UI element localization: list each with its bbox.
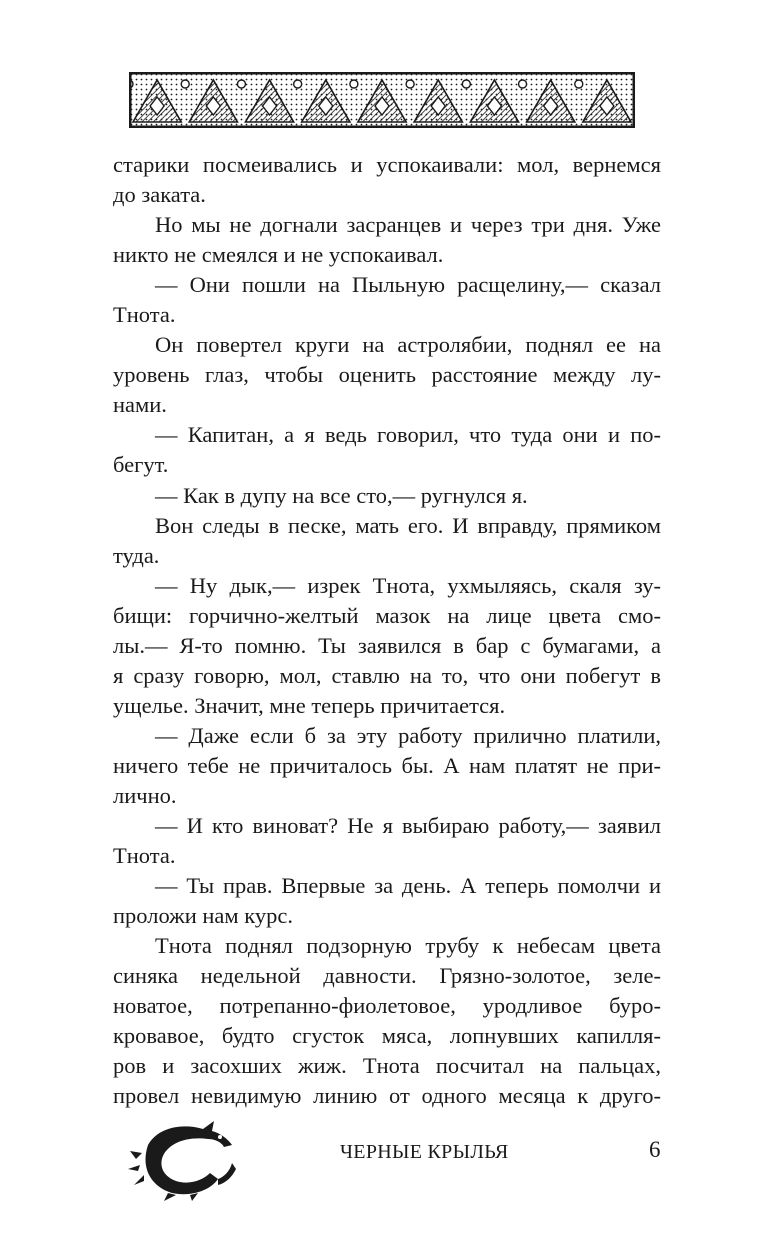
text-line: ущелье. Значит, мне теперь причитается. bbox=[113, 692, 506, 718]
text-line: синяка недельной давности. Грязно-золотое, зеле- bbox=[113, 963, 661, 989]
text-line: Но мы не догнали засранцев и через три дня. Уже bbox=[155, 212, 661, 238]
text-line: ничего тебе не причиталось бы. А нам платят не при- bbox=[113, 752, 661, 778]
text-line: старики посмеивались и успокаивали: мол, вернемся bbox=[113, 152, 661, 177]
text-line: Вон следы в песке, мать его. И вправду, прямиком bbox=[155, 512, 661, 538]
text-line: туда. bbox=[113, 542, 160, 568]
text-line: — Ну дык,— изрек Тнота, ухмыляясь, скаля зу- bbox=[155, 572, 661, 598]
body-text bbox=[113, 150, 661, 1112]
text-line: Тнота поднял подзорную трубу к небесам цвета bbox=[155, 933, 661, 959]
text-line: провел невидимую линию от одного месяца к друго- bbox=[113, 1083, 661, 1109]
page-footer bbox=[0, 1115, 768, 1215]
text-line: лы.— Я-то помню. Ты заявился в бар с бумагами, а bbox=[113, 632, 661, 658]
text-line: Тнота. bbox=[113, 302, 176, 328]
text-line: бегут. bbox=[113, 452, 169, 478]
text-line: никто не смеялся и не успокаивал. bbox=[113, 242, 444, 268]
text-line: — Они пошли на Пыльную расщелину,— сказал bbox=[155, 272, 661, 298]
text-line: — И кто виноват? Не я выбираю работу,— заявил bbox=[155, 813, 661, 839]
text-line: Он повертел круги на астролябии, поднял ее на bbox=[155, 332, 661, 358]
text-line: я сразу говорю, мол, ставлю на то, что они побегут в bbox=[113, 662, 661, 688]
text-line: нами. bbox=[113, 392, 167, 418]
text-line: новатое, потрепанно-фиолетовое, уродливое буро- bbox=[113, 993, 661, 1019]
running-title: ЧЕРНЫЕ КРЫЛЬЯ bbox=[340, 1141, 509, 1163]
text-line: — Как в дупу на все сто,— ругнулся я. bbox=[155, 482, 528, 508]
text-line: — Даже если б за эту работу прилично платили, bbox=[155, 722, 661, 748]
text-line: кровавое, будто сгусток мяса, лопнувших капилля- bbox=[113, 1023, 661, 1049]
text-line: ров и засохших жиж. Тнота посчитал на пальцах, bbox=[113, 1053, 661, 1079]
text-line: проложи нам курс. bbox=[113, 903, 293, 929]
text-line: — Ты прав. Впервые за день. А теперь помолчи и bbox=[155, 873, 661, 899]
page-number: 6 bbox=[649, 1137, 661, 1162]
text-line: Тнота. bbox=[113, 843, 176, 869]
ornamental-border-icon bbox=[129, 72, 635, 128]
text-line: уровень глаз, чтобы оценить расстояние между лу- bbox=[113, 362, 661, 388]
text-line: лично. bbox=[113, 782, 177, 808]
dragon-icon bbox=[128, 1115, 238, 1201]
text-line: бищи: горчично-желтый мазок на лице цвета смо- bbox=[113, 602, 661, 628]
text-line: — Капитан, а я ведь говорил, что туда они и по- bbox=[155, 422, 661, 448]
text-line: до заката. bbox=[113, 182, 206, 208]
